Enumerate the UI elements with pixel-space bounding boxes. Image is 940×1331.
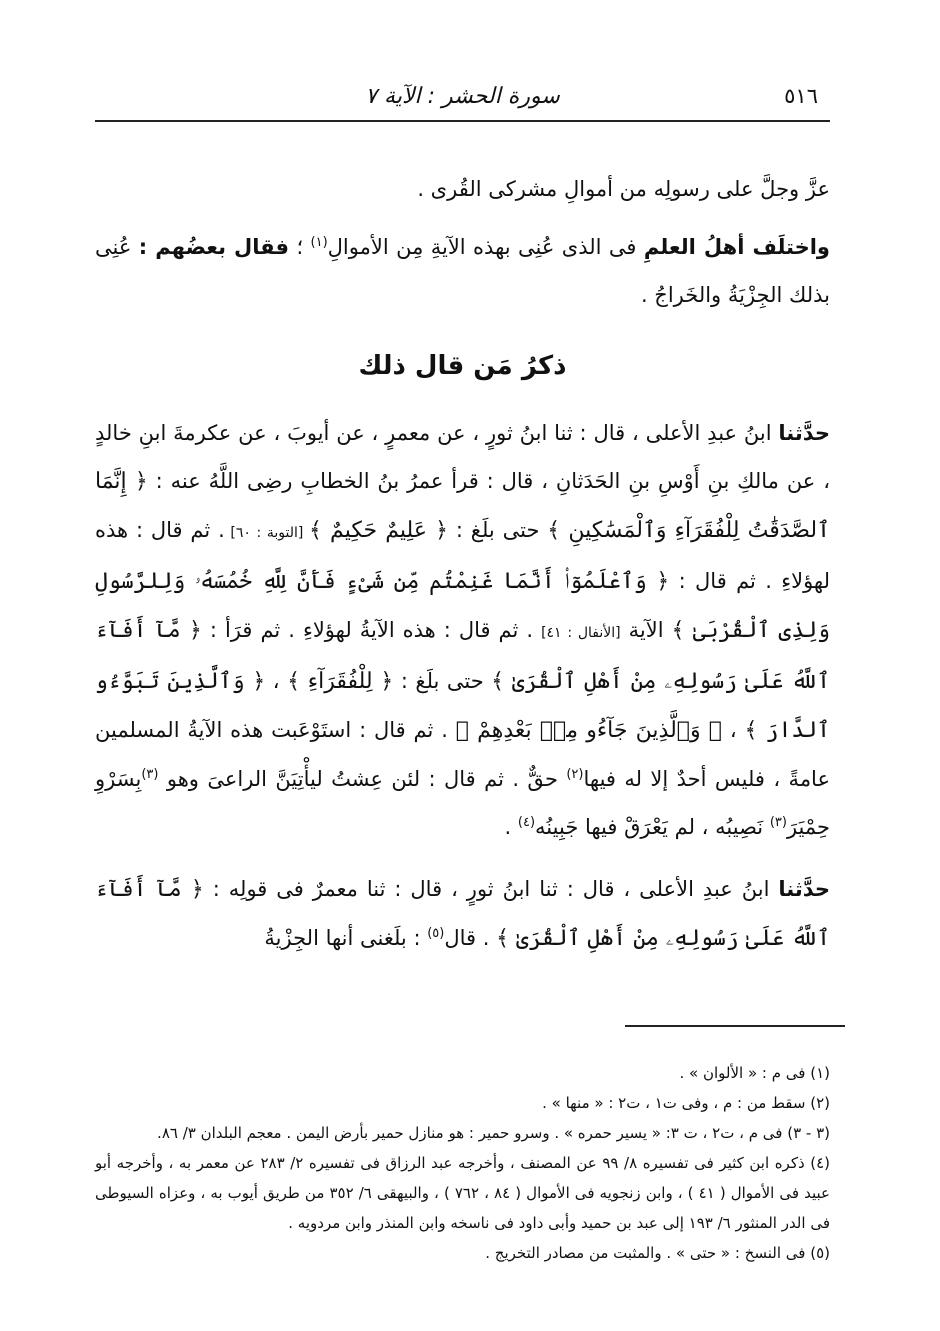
paragraph-3-k: بِسَرْوِ حِمْيَرَ — [95, 767, 830, 839]
footnote-3: (٣ - ٣) فى م ، ت٢ ، ت ٣: « يسير حمره » . وسرو حمير : هو منازل حمير بأرض اليمن . معجم البلدان ٣/ ٨٦. — [157, 1124, 830, 1142]
footnote-ref-4: (٤) — [517, 815, 536, 830]
quran-quote-8: ﴿ مَّآ أَفَآءَ ٱللَّهُ عَلَىٰ رَسُولِهِۦ مِنْ أَهْلِ ٱلْقُرَىٰ ﴾ — [95, 877, 830, 951]
main-text — [95, 165, 830, 963]
footnote-1: (١) فى م : « الألوان » . — [679, 1064, 830, 1082]
footnote-divider — [625, 1025, 845, 1027]
paragraph-3-b: حتى بلَغ : — [448, 518, 548, 542]
footnote-ref-5: (٥) — [427, 926, 445, 941]
paragraph-4-lead: حدَّثنا — [778, 877, 830, 901]
running-head: سورة الحشر : الآية ٧ — [365, 84, 560, 109]
paragraph-2-lead: واختلَف أهلُ العلمِ — [643, 235, 830, 259]
paragraph-4 — [95, 865, 830, 963]
paragraph-2 — [95, 223, 830, 319]
footnote-ref-2: (٢) — [566, 767, 584, 782]
paragraph-3-h: ، — [721, 718, 745, 742]
footnote-ref-3a: (٣) — [141, 767, 159, 782]
section-title: ذكرُ مَن قال ذلك — [358, 351, 567, 381]
page-number: ٥١٦ — [784, 84, 818, 108]
paragraph-2-rest: عُنِى بذلك الجِزْيَةُ والخَراجُ . — [95, 235, 830, 307]
paragraph-4-a: ابنُ عبدِ الأعلى ، قال : ثنا ابنُ ثورٍ ، قال : ثنا معمرٌ فى قولِه : — [203, 877, 779, 901]
quran-quote-4: ﴿ مَّآ أَفَآءَ ٱللَّهُ عَلَىٰ رَسُولِهِۦ مِنْ أَهْلِ ٱلْقُرَىٰ ﴾ — [95, 618, 830, 694]
quran-quote-3: ﴿ وَٱعْلَمُوٓا۟ أَنَّمَا غَنِمْتُم مِّن شَىْءٍ فَأَنَّ لِلَّهِ خُمُسَهُۥ وَلِلرَّسُولِ وَلِذِى ٱلْقُرْبَىٰ ﴾ — [95, 569, 830, 643]
paragraph-3-l: نَصِيبُه ، لم يَعْرَقْ فيها جَبِينُه — [535, 815, 770, 839]
paragraph-3-c: . ثم قال : هذه لهؤلاءِ . ثم قال : — [95, 518, 830, 593]
paragraph-3-i: . ثم قال : استَوْعَبت هذه الآيةُ المسلمين عامةً ، فليس أحدٌ إلا له فيها — [95, 718, 830, 791]
paragraph-2-sep: ؛ — [289, 235, 311, 259]
quran-quote-2: ﴿ عَلِيمٌ حَكِيمٌ ﴾ — [309, 518, 449, 543]
paragraph-2-bold: فقال بعضُهم : — [138, 235, 290, 259]
paragraph-4-b: . قال — [444, 926, 497, 950]
footnote-5: (٥) فى النسخ : « حتى » . والمثبت من مصادر التخريج . — [485, 1244, 830, 1262]
paragraph-3-m: . — [504, 815, 518, 839]
quran-quote-7: ﴿ وَٱلَّذِينَ جَآءُو مِنۢ بَعْدِهِمْ ﴾ — [455, 718, 722, 743]
paragraph-3-j: حقٌّ . ثم قال : لئن عِشتُ ليأْتِيَنَّ الراعىَ وهو — [158, 767, 567, 791]
footnote-2: (٢) سقط من : م ، وفى ت١ ، ت٢ : « منها » . — [542, 1094, 830, 1112]
paragraph-2-text: فى الذى عُنِى بهذه الآيةِ مِن الأموالِ — [327, 235, 644, 259]
verse-ref-1: [التوبة : ٦٠] — [224, 525, 309, 541]
paragraph-3-d: الآية — [620, 618, 672, 642]
footnote-ref-3b: (٣) — [769, 815, 787, 830]
paragraph-3 — [95, 409, 830, 851]
paragraph-1 — [95, 165, 830, 213]
footnote-ref-1: (١) — [310, 235, 328, 250]
paragraph-3-g: ، — [265, 669, 288, 693]
quran-quote-5: ﴿ لِلْفُقَرَآءِ ﴾ — [287, 669, 394, 694]
page-header — [95, 80, 830, 122]
paragraph-3-a: ابنُ عبدِ الأعلى ، قال : ثنا ابنُ ثورٍ ، عن معمرٍ ، عن أيوبَ ، عن عكرمةَ ابنِ خالدٍ ، عن مالكِ بنِ أَوْسِ بنِ الحَدَثانِ ، قال : قرأ عمرُ بنُ الخطابِ رضِى اللَّهُ عنه : — [95, 421, 830, 493]
verse-ref-2: [الأنفال : ٤١] — [541, 625, 621, 641]
quran-quote-6: ﴿ وَٱلَّذِينَ تَبَوَّءُو ٱلدَّارَ ﴾ — [95, 669, 831, 743]
paragraph-3-f: حتى بلَغ : — [393, 669, 492, 693]
quran-quote-1: ﴿ إِنَّمَا ٱلصَّدَقَٰتُ لِلْفُقَرَآءِ وَٱلْمَسَٰكِينِ ﴾ — [95, 469, 830, 543]
paragraph-4-c: : بلَغنى أنها الجِزْيةُ — [264, 926, 428, 950]
paragraph-3-e: . ثم قال : هذه الآيةُ لهؤلاءِ . ثم قرَأ : — [201, 618, 542, 642]
footnotes — [95, 1058, 830, 1268]
footnote-4: (٤) ذكره ابن كثير فى تفسيره ٨/ ٩٩ عن المصنف ، وأخرجه عبد الرزاق فى تفسيره ٢/ ٢٨٣ عن معمر به ، وأخرجه أبو عبيد فى الأموال ( ٤١ ) ، وابن زنجويه فى الأموال ( ٨٤ ، ٧٦٢ ) ، والبيهقى ٦/ ٣٥٢ من طريق أيوب به ، وعزاه السيوطى فى الدر المنثور ٦/ ١٩٣ إلى عبد بن حميد وأبى داود فى ناسخه وابن المنذر وابن مردويه . — [95, 1154, 831, 1232]
paragraph-1-text: عزَّ وجلَّ على رسولِه من أموالِ مشركى القُرى . — [417, 177, 830, 201]
paragraph-3-lead: حدَّثنا — [778, 421, 830, 445]
